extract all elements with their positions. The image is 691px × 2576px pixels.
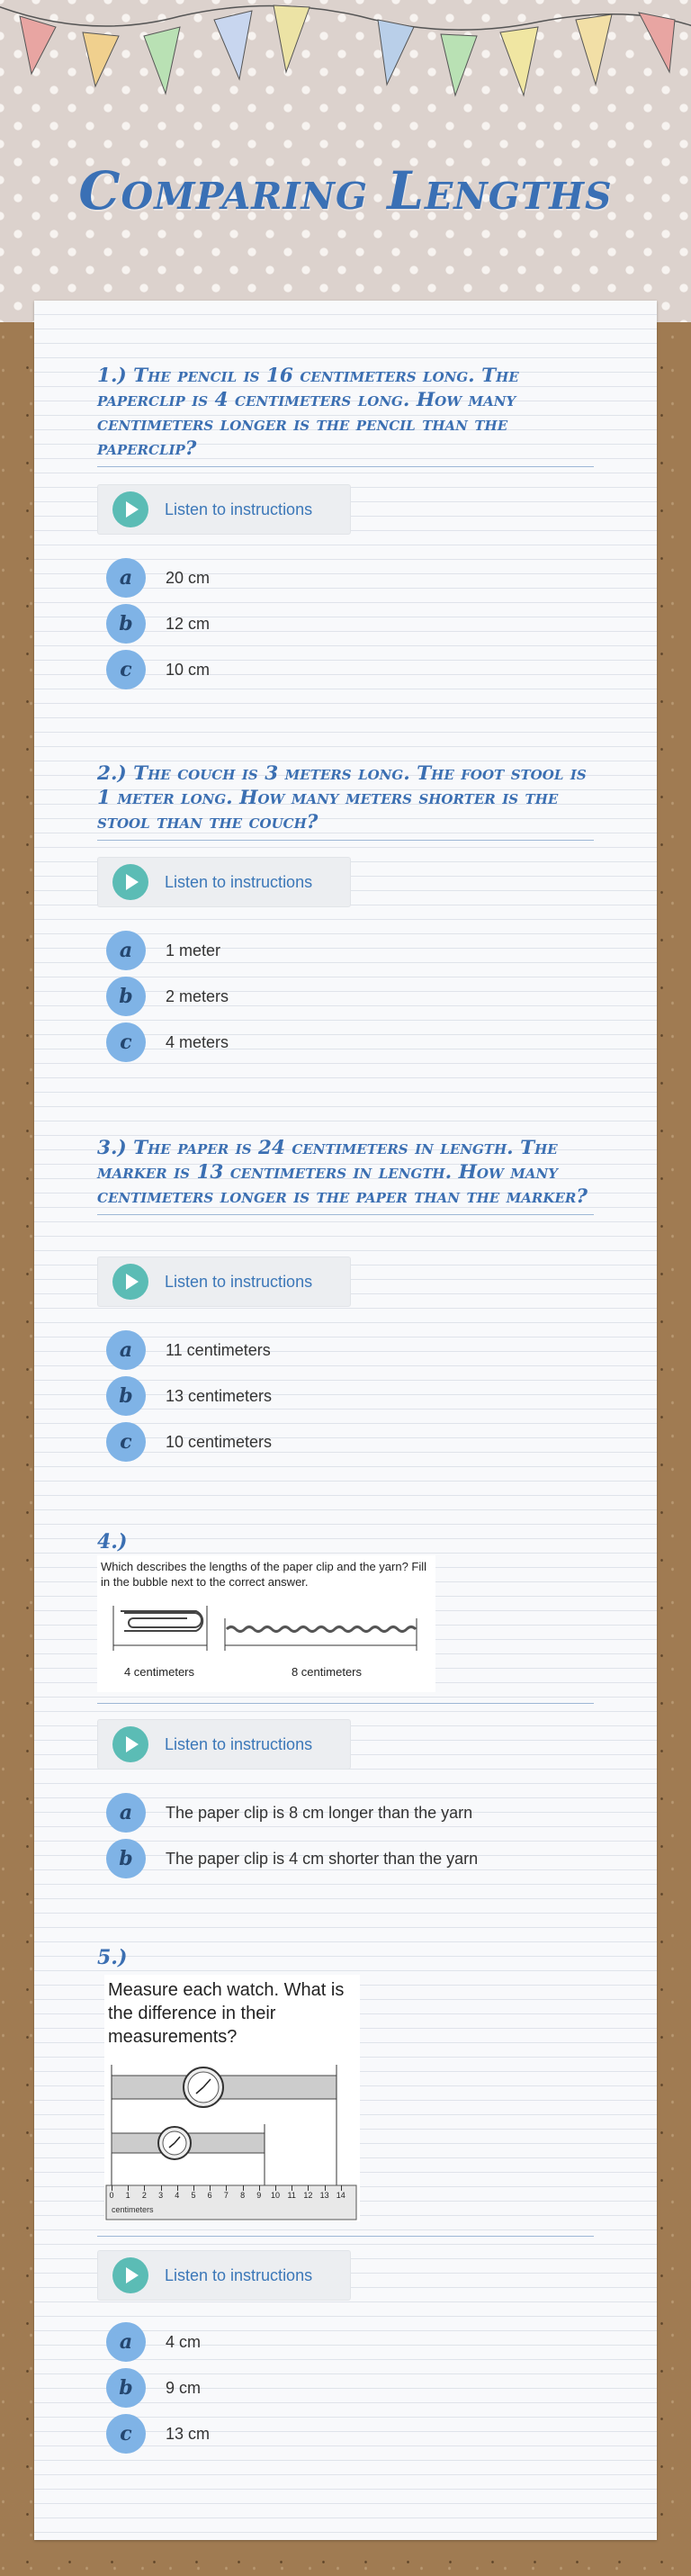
ruler-tick-label: 4 [175, 2191, 180, 2200]
listen-button-3[interactable] [97, 1256, 351, 1307]
option-2a[interactable] [106, 931, 220, 970]
option-1c[interactable] [106, 650, 210, 689]
watches-ruler-image [104, 1975, 360, 2221]
ruler-tick-label: 14 [336, 2191, 346, 2200]
header-banner [0, 0, 691, 322]
option-3a[interactable] [106, 1330, 271, 1370]
option-label: 9 cm [166, 2378, 202, 2397]
yarn-caption: 8 centimeters [291, 1665, 363, 1679]
option-label: The paper clip is 4 cm shorter than the yarn [166, 1849, 479, 1868]
answer-bubble[interactable]: a [106, 1330, 146, 1370]
question-2-text: 2.) The couch is 3 meters long. The foot stool is 1 meter long. How many meters shorter is the stool than the couch? [97, 761, 594, 841]
bunting-decoration [0, 0, 691, 108]
option-3b[interactable] [106, 1376, 272, 1416]
option-2c[interactable] [106, 1022, 229, 1062]
option-1a[interactable] [106, 558, 210, 598]
ruler-tick-label: 6 [207, 2191, 212, 2200]
option-4a[interactable] [106, 1793, 472, 1833]
answer-bubble[interactable]: a [106, 2322, 146, 2362]
ruler-tick-label: 12 [303, 2191, 313, 2200]
option-5c[interactable] [106, 2414, 210, 2454]
page-title: Comparing Lengths [78, 160, 613, 221]
option-2b[interactable] [106, 977, 229, 1016]
ruler-tick-label: 2 [141, 2191, 147, 2200]
image-prompt: Measure each watch. What is the difference in their measurements? [108, 1980, 345, 2047]
question-5 [97, 1946, 628, 2445]
listen-label: Listen to instructions [165, 2265, 313, 2284]
answer-bubble[interactable]: c [106, 1422, 146, 1462]
option-4b[interactable] [106, 1839, 478, 1878]
ruler-tick-label: 5 [191, 2191, 196, 2200]
worksheet-paper [34, 301, 657, 2540]
listen-button-5[interactable] [97, 2250, 351, 2301]
ruler-tick-labels [104, 2185, 360, 2203]
ruler-tick-label: 10 [270, 2191, 281, 2200]
question-divider [97, 2236, 594, 2237]
listen-label: Listen to instructions [165, 1272, 313, 1291]
question-5-number: 5.) [97, 1946, 128, 1969]
listen-button-4[interactable] [97, 1719, 351, 1770]
answer-bubble[interactable]: c [106, 2414, 146, 2454]
answer-bubble[interactable]: a [106, 931, 146, 970]
question-2 [97, 761, 628, 1054]
answer-bubble[interactable]: b [106, 604, 146, 644]
question-3-text: 3.) The paper is 24 centimeters in length. The marker is 13 centimeters in length. How many centimeters longer is the paper than the marker? [97, 1136, 594, 1215]
ruler-tick-label: 0 [109, 2191, 114, 2200]
ruler-unit-label: centimeters [112, 2205, 154, 2214]
option-label: 2 meters [166, 986, 229, 1005]
question-1-text: 1.) The pencil is 16 centimeters long. The paperclip is 4 centimeters long. How many centimeters longer is the pencil than the paperclip? [97, 364, 594, 467]
listen-button-1[interactable] [97, 484, 351, 535]
play-icon[interactable] [112, 864, 148, 900]
ruler-tick-label: 7 [223, 2191, 229, 2200]
ruler-tick-label: 1 [125, 2191, 130, 2200]
ruler-tick-label: 3 [158, 2191, 164, 2200]
option-label: 12 cm [166, 614, 211, 633]
option-label: 1 meter [166, 941, 221, 959]
ruler-tick-label: 13 [319, 2191, 329, 2200]
paperclip-yarn-image [97, 1555, 435, 1692]
answer-bubble[interactable]: b [106, 1376, 146, 1416]
image-prompt: Which describes the lengths of the paper clip and the yarn? Fill in the bubble next to the correct answer. [101, 1560, 427, 1589]
play-icon[interactable] [112, 2257, 148, 2293]
option-5a[interactable] [106, 2322, 201, 2362]
question-4-number: 4.) [97, 1530, 128, 1554]
paperclip-caption: 4 centimeters [123, 1665, 195, 1679]
question-1 [97, 364, 628, 681]
option-label: 4 cm [166, 2332, 202, 2351]
question-4 [97, 1530, 628, 1870]
ruler-tick-label: 8 [240, 2191, 246, 2200]
option-label: 4 meters [166, 1032, 229, 1051]
option-label: 11 centimeters [166, 1340, 271, 1359]
option-label: 13 cm [166, 2424, 211, 2443]
answer-bubble[interactable]: c [106, 650, 146, 689]
answer-bubble[interactable]: b [106, 977, 146, 1016]
option-label: 20 cm [166, 568, 211, 587]
play-icon[interactable] [112, 1726, 148, 1762]
option-1b[interactable] [106, 604, 210, 644]
ruler-tick-label: 9 [256, 2191, 262, 2200]
answer-bubble[interactable]: a [106, 558, 146, 598]
option-3c[interactable] [106, 1422, 272, 1462]
option-label: The paper clip is 8 cm longer than the yarn [166, 1803, 473, 1822]
answer-bubble[interactable]: b [106, 1839, 146, 1878]
question-divider [97, 1703, 594, 1704]
listen-label: Listen to instructions [165, 1734, 313, 1753]
option-5b[interactable] [106, 2368, 201, 2408]
play-icon[interactable] [112, 491, 148, 527]
option-label: 10 cm [166, 660, 211, 679]
listen-label: Listen to instructions [165, 500, 313, 518]
ruler-tick-label: 11 [287, 2191, 296, 2200]
answer-bubble[interactable]: c [106, 1022, 146, 1062]
listen-label: Listen to instructions [165, 872, 313, 891]
option-label: 10 centimeters [166, 1432, 273, 1451]
answer-bubble[interactable]: b [106, 2368, 146, 2408]
question-3 [97, 1136, 628, 1454]
answer-bubble[interactable]: a [106, 1793, 146, 1833]
option-label: 13 centimeters [166, 1386, 273, 1405]
play-icon[interactable] [112, 1264, 148, 1300]
listen-button-2[interactable] [97, 857, 351, 907]
